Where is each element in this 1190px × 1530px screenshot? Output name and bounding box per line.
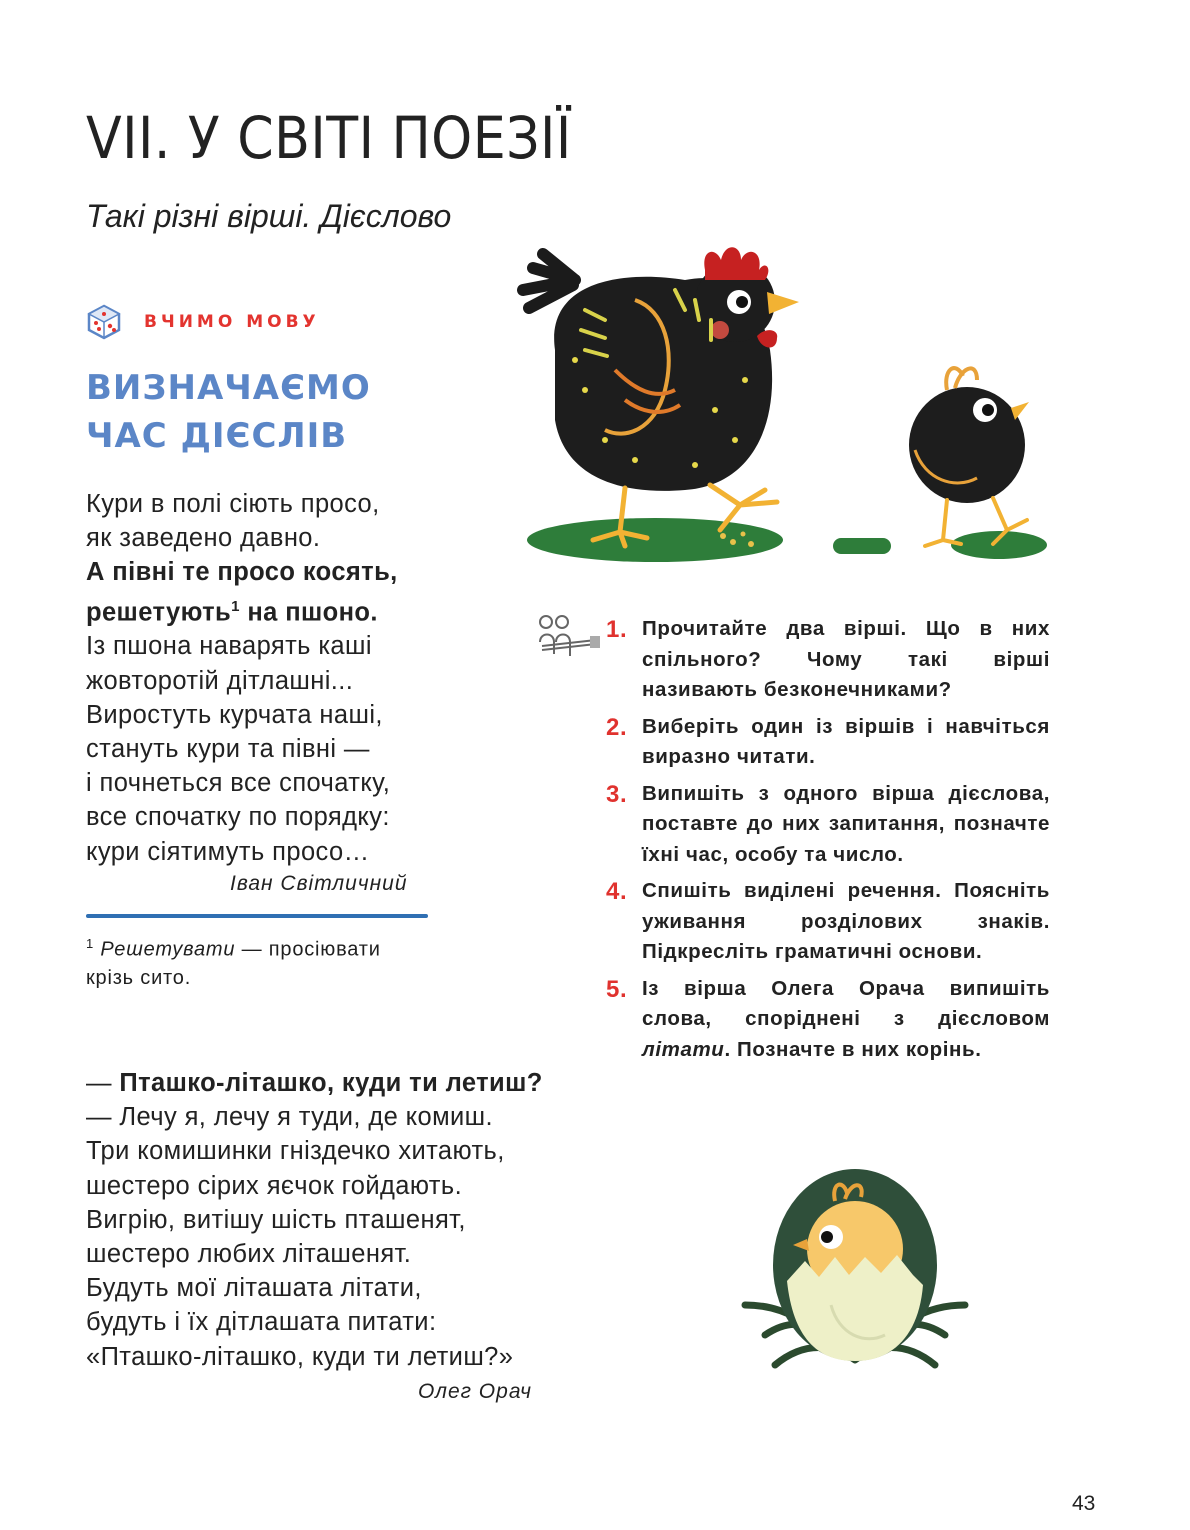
task-text-part: Із вірша Олега Орача випишіть слова, споріднені з дієсловом [642, 976, 1050, 1030]
section-label [86, 304, 320, 340]
task-emphasis: літати [642, 1037, 725, 1061]
poem-line: Кури в полі сіють просо, [86, 490, 380, 518]
poem-word: на пшоно. [247, 598, 378, 627]
poem-line-bold: А півні те просо косять, [86, 558, 398, 587]
task-text: Випишіть з одного вірша дієслова, поставте до них запитання, позначте їхні час, особу та число. [642, 781, 1050, 866]
poem-line: Із пшона наварять каші [86, 632, 372, 661]
footnote-term: Решетувати [100, 938, 236, 961]
task-number: 2. [606, 713, 628, 741]
poem-line: кури сіятимуть просо… [86, 837, 370, 866]
page-number: 43 [1072, 1492, 1096, 1515]
poem-line: «Пташко-літашко, куди ти летиш?» [86, 1342, 514, 1371]
task-item-2 [540, 712, 1050, 773]
section-heading [86, 364, 371, 460]
poem-word: решетують [86, 598, 232, 627]
heading-line-2: ЧАС ДІЄСЛІВ [86, 416, 348, 456]
poem-line: стануть кури та півні — [86, 734, 370, 763]
poem-line: шестеро сірих яєчок гойдають. [86, 1171, 463, 1200]
dice-cube-icon [86, 304, 122, 340]
poem-1 [86, 487, 398, 869]
poem-line: Вигрію, витішу шість пташенят, [86, 1205, 466, 1234]
lesson-subtitle: Такі різні вірші. Дієслово [86, 198, 452, 234]
task-text: Прочитайте два вірші. Що в них спільного? Чому такі вірші називають безконечниками? [642, 617, 1050, 701]
section-label-text: ВЧИМО МОВУ [144, 312, 320, 332]
poem-line [86, 1066, 543, 1100]
poem-line: шестеро любих літашенят. [86, 1240, 412, 1269]
task-text: Спишіть виділені речення. Поясніть уживання розділових знаків. Підкресліть граматичні основи. [642, 879, 1050, 963]
chick-in-egg-illustration [735, 1165, 975, 1375]
task-text [642, 974, 1050, 1066]
task-text: Виберіть один із віршів і навчіться виразно читати. [642, 714, 1050, 768]
poem-line: Три комишинки гніздечко хитають, [86, 1137, 505, 1166]
footnote-definition: — просіювати крізь сито. [86, 938, 381, 989]
task-number: 5. [606, 975, 628, 1003]
poem-line: як заведено давно. [86, 524, 321, 553]
poem-line: — Лечу я, лечу я туди, де комиш. [86, 1103, 494, 1132]
poem-line: Виростуть курчата наші, [86, 700, 383, 729]
task-text-part: . Позначте в них корінь. [724, 1037, 982, 1061]
poem-2 [86, 1066, 543, 1374]
footnote-divider [86, 914, 428, 918]
footnote [86, 930, 431, 992]
poem-line: будуть і їх дітлашата питати: [86, 1308, 437, 1337]
poem-2-author: Олег Орач [418, 1380, 532, 1403]
poem-line-bold: Пташко-літашко, куди ти летиш? [119, 1069, 543, 1097]
task-number: 3. [606, 780, 628, 808]
task-item-5 [540, 974, 1050, 1066]
hen-and-chick-illustration [515, 240, 1050, 570]
footnote-marker: 1 [231, 597, 240, 615]
task-list [540, 614, 1050, 1071]
footnote-mark: 1 [86, 936, 95, 951]
task-number: 1. [606, 616, 628, 643]
dash: — [86, 1069, 120, 1097]
poem-line: Будуть мої літашата літати, [86, 1274, 422, 1303]
task-number: 4. [606, 878, 628, 905]
chapter-title: VII. У СВІТІ ПОЕЗІЇ [86, 104, 572, 172]
task-item-4 [540, 876, 1050, 968]
task-item-3 [540, 779, 1050, 871]
poem-line: і почнеться все спочатку, [86, 769, 391, 798]
task-item-1 [540, 614, 1050, 706]
poem-line-bold [86, 590, 398, 630]
heading-line-1: ВИЗНАЧАЄМО [86, 368, 371, 408]
poem-line: все спочатку по порядку: [86, 803, 390, 832]
poem-line: жовторотій дітлашні... [86, 666, 354, 695]
poem-1-author: Іван Світличний [230, 872, 408, 895]
